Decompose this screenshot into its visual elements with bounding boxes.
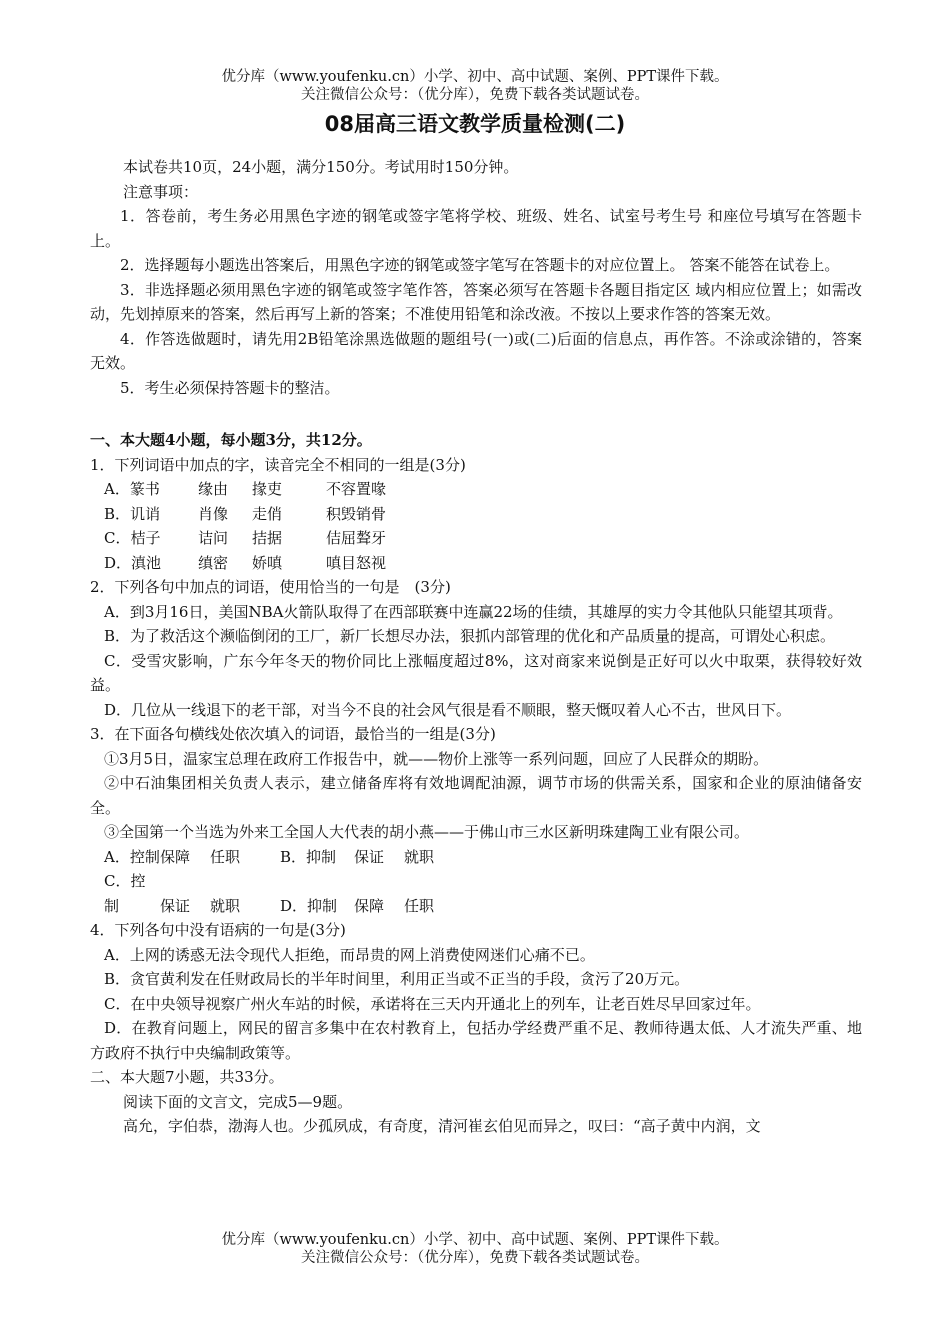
option-word: A．控制 (104, 847, 160, 866)
option-word: C．桔子 (104, 529, 161, 547)
question-1-option (90, 551, 862, 576)
option-word: B．讥诮 (104, 504, 161, 523)
header-line-1: 优分库（www.youfenku.cn）小学、初中、高中试题、案例、PPT课件下载。 (221, 69, 729, 85)
question-1-stem: 1．下列词语中加点的字，读音完全不相同的一组是(3分) (90, 455, 466, 474)
option-word: C．控制 (104, 872, 146, 915)
question-2-option: D．几位从一线退下的老干部，对当今不良的社会风气很是看不顺眼，整天慨叹着人心不古，世风日下。 (104, 700, 792, 719)
option-word: 肖像 (198, 504, 229, 523)
question-3-option-row (90, 845, 862, 870)
option-word: 任职 (210, 847, 241, 866)
question-3-item: ②中石油集团相关负责人表示，建立储备库将有效地调配油源，调节市场的供需关系，国家和企业的原油储备安全。 (90, 774, 862, 817)
option-word: 就职 (404, 847, 435, 866)
option-word: 积毁销骨 (326, 504, 387, 523)
option-word: B．抑制 (280, 847, 337, 866)
note-item: 2．选择题每小题选出答案后，用黑色字迹的钢笔或签字笔写在答题卡的对应位置上。 答案不能答在试卷上。 (120, 256, 840, 274)
option-word: 娇嗔 (252, 553, 283, 572)
option-word: 任职 (404, 896, 435, 915)
page-title: 08届高三语文教学质量检测(二) (324, 112, 626, 136)
question-4-stem: 4．下列各句中没有语病的一句是(3分) (90, 921, 346, 939)
option-word: 不容置喙 (326, 480, 387, 498)
question-3-item: ③全国第一个当选为外来工全国人大代表的胡小燕——于佛山市三水区新明珠建陶工业有限公司。 (104, 823, 750, 841)
option-word: 缘由 (198, 480, 229, 498)
option-word: 保证 (354, 847, 385, 866)
section-2-heading: 二、本大题7小题，共33分。 (90, 1068, 284, 1086)
notes-label: 注意事项： (123, 182, 199, 201)
option-word: 佶屈聱牙 (326, 529, 387, 547)
exam-body (90, 155, 862, 1139)
question-2-option: A．到3月16日，美国NBA火箭队取得了在西部联赛中连赢22场的佳绩，其雄厚的实力令其他队只能望其项背。 (104, 602, 843, 621)
question-4-option: B．贪官黄利发在任财政局长的半年时间里，利用正当或不正当的手段，贪污了20万元。 (104, 970, 690, 988)
option-word: D．滇池 (104, 553, 162, 572)
section-1-heading: 一、本大题4小题，每小题3分，共12分。 (90, 431, 372, 449)
question-3-stem: 3．在下面各句横线处依次填入的词语，最恰当的一组是(3分) (90, 725, 496, 743)
option-word: A．篆书 (104, 480, 160, 498)
question-1-option (90, 502, 862, 527)
intro-line: 本试卷共10页，24小题，满分150分。考试用时150分钟。 (123, 158, 519, 176)
question-3-item: ①3月5日，温家宝总理在政府工作报告中，就——物价上涨等一系列问题，回应了人民群众的期盼。 (104, 749, 769, 768)
option-word: 缜密 (198, 553, 229, 572)
question-2-stem: 2．下列各句中加点的词语，使用恰当的一句是 (3分) (90, 578, 451, 596)
option-word: 保证 (160, 896, 191, 915)
question-1-option (90, 477, 862, 502)
option-word: 保障 (354, 896, 385, 915)
question-2-option: C．受雪灾影响，广东今年冬天的物价同比上涨幅度超过8%，这对商家来说倒是正好可以火中取栗，获得较好效益。 (90, 651, 862, 694)
option-word: 就职 (210, 896, 241, 915)
question-4-option: D．在教育问题上，网民的留言多集中在农村教育上，包括办学经费严重不足、教师待遇太低、人才流失严重、地方政府不执行中央编制政策等。 (90, 1019, 862, 1062)
question-4-option: C．在中央领导视察广州火车站的时候，承诺将在三天内开通北上的列车，让老百姓尽早回家过年。 (104, 994, 761, 1013)
question-4-option: A．上网的诱惑无法令现代人拒绝，而昂贵的网上消费使网迷们心痛不已。 (104, 945, 595, 964)
question-1-option (90, 526, 862, 551)
option-word: 掾吏 (252, 480, 283, 498)
header-line-2: 关注微信公众号：（优分库），免费下载各类试题试卷。 (301, 87, 649, 103)
option-word: 保障 (160, 847, 191, 866)
note-item: 3．非选择题必须用黑色字迹的钢笔或签字笔作答，答案必须写在答题卡各题目指定区 域内相应位置上；如需改动，先划掉原来的答案，然后再写上新的答案；不准使用铅笔和涂改液。不按以上要求作答的答案无效。 (90, 280, 862, 323)
option-word: 拮据 (252, 529, 283, 547)
passage-text: 高允，字伯恭，渤海人也。少孤夙成，有奇度，清河崔玄伯见而异之，叹曰：“高子黄中内润，文 (123, 1117, 761, 1135)
question-2-option: B．为了救活这个濒临倒闭的工厂，新厂长想尽办法，狠抓内部管理的优化和产品质量的提高，可谓处心积虑。 (104, 627, 836, 645)
section-2-instruction: 阅读下面的文言文，完成5—9题。 (123, 1092, 353, 1111)
note-item: 1．答卷前，考生务必用黑色字迹的钢笔或签字笔将学校、班级、姓名、试室号考生号 和座位号填写在答题卡上。 (90, 207, 862, 250)
note-item: 5．考生必须保持答题卡的整洁。 (120, 378, 340, 397)
option-word: 走俏 (252, 504, 283, 523)
footer-line-2: 关注微信公众号：（优分库），免费下载各类试题试卷。 (301, 1250, 649, 1266)
footer-line-1: 优分库（www.youfenku.cn）小学、初中、高中试题、案例、PPT课件下载。 (221, 1232, 729, 1248)
option-word: 诘问 (198, 529, 229, 547)
note-item: 4．作答选做题时，请先用2B铅笔涂黑选做题的题组号(一)或(二)后面的信息点，再作答。不涂或涂错的，答案无效。 (90, 329, 862, 372)
option-word: 嗔目怒视 (326, 553, 387, 572)
option-word: D．抑制 (280, 896, 338, 915)
question-3-option-row (90, 869, 862, 918)
